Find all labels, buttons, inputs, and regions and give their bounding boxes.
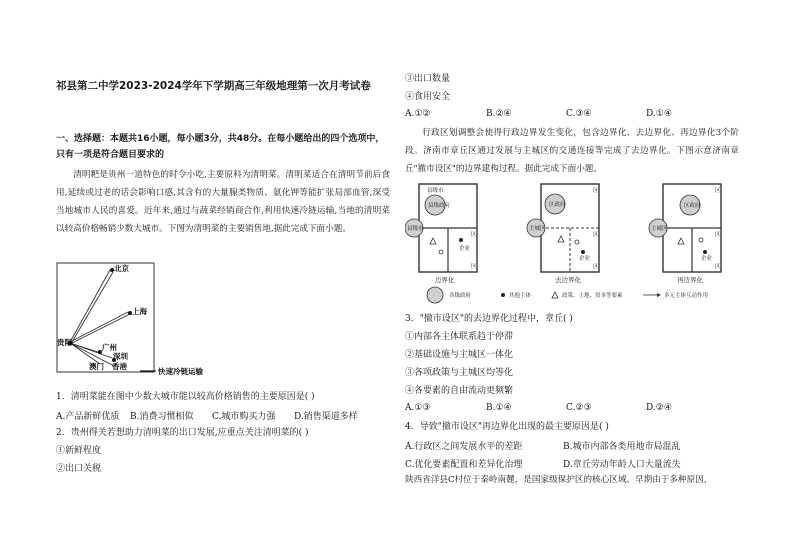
q4-stem: 4．导致"撤市设区"再边界化出现的最主要原因是( ) bbox=[405, 422, 609, 432]
q3-item-2: ②基础设施与主城区一体化 bbox=[405, 350, 514, 360]
panel2-top-label: 区 bbox=[593, 188, 599, 194]
panel2-zone2: 区 bbox=[593, 264, 599, 270]
q3-item-4: ④各要素的自由流动更频繁 bbox=[405, 386, 514, 396]
q1-option-b[interactable]: B.消费习惯相似 bbox=[130, 412, 194, 422]
q1-option-c[interactable]: C.城市购买力强 bbox=[212, 412, 276, 422]
page-title: 祁县第二中学2023-2024学年下学期高三年级地理第一次月考试卷 bbox=[56, 80, 371, 92]
panel3-gov-label: 区政府 bbox=[684, 203, 701, 209]
map-city-shenzhen: 深圳 bbox=[113, 352, 128, 361]
map-city-guangzhou: 广州 bbox=[102, 343, 117, 352]
q3-option-a[interactable]: A.①③ bbox=[405, 403, 431, 413]
q3-option-d[interactable]: D.②④ bbox=[646, 403, 672, 413]
legend-factors: 政策、土地、资本等要素 bbox=[562, 293, 623, 299]
legend-gov: 各级政府 bbox=[449, 293, 472, 299]
panel2-zone1: 区 bbox=[593, 232, 599, 238]
section-heading: 一、选择题：本题共16小题，每小题3分，共48分。在每小题给出的四个选项中，只有一项是符合题目要求的 bbox=[56, 134, 385, 160]
q4-option-d[interactable]: D.章丘劳动年龄人口大量流失 bbox=[563, 460, 681, 470]
legend-other: 其他主体 bbox=[509, 293, 532, 299]
q4-option-a[interactable]: A.行政区之间发展水平的差距 bbox=[405, 442, 523, 452]
legend-interaction: 多元主体互动作用 bbox=[664, 293, 709, 299]
q3-item-1: ①内部各主体联系趋于停滞 bbox=[405, 332, 514, 342]
q3-item-3: ③各项政策与主城区均等化 bbox=[405, 368, 514, 378]
panel1-top-label: 县级市 bbox=[427, 188, 444, 194]
panel3-zone1: 区 bbox=[715, 232, 721, 238]
panel3-center-label: 主城区 bbox=[651, 226, 668, 232]
panel2-enterprise-label: 企业 bbox=[579, 256, 591, 262]
q1-option-a[interactable]: A.产品新鲜优质 bbox=[56, 412, 120, 422]
q2-option-d[interactable]: D.①④ bbox=[646, 109, 672, 119]
passage-2: 行政区划调整会使得行政边界发生变化，包含边界化、去边界化、再边界化3个阶段。济南市章丘区通过发展与主城区的交通连接等完成了去边界化。下图示意济南章丘"撤市设区"的边界建构过程。据此完成下面小题。 bbox=[405, 128, 739, 174]
q1-option-d[interactable]: D.销售渠道多样 bbox=[294, 412, 358, 422]
q2-item-1: ①新鲜程度 bbox=[56, 446, 102, 456]
panel3-top-label: 区 bbox=[715, 188, 721, 194]
panel-debordering bbox=[527, 184, 599, 284]
map-city-hongkong: 香港 bbox=[112, 362, 127, 371]
panel1-enterprise-label: 企业 bbox=[459, 246, 471, 252]
panel2-center-label: 主城区 bbox=[529, 226, 546, 232]
panel1-gov-label: 县级政府 bbox=[428, 203, 451, 209]
map-city-macau: 澳门 bbox=[89, 362, 104, 371]
map-city-beijing: 北京 bbox=[114, 264, 129, 273]
map-city-guiyang: 贵阳 bbox=[57, 338, 72, 347]
panel1-zone1: 区 bbox=[471, 232, 477, 238]
q2-item-3: ③出口数量 bbox=[405, 74, 451, 84]
boundary-diagram bbox=[405, 180, 741, 304]
diagram-legend bbox=[427, 287, 708, 303]
panel1-center-label: 县级市 bbox=[407, 226, 424, 232]
map-city-shanghai: 上海 bbox=[132, 307, 147, 316]
q3-option-b[interactable]: B.①④ bbox=[486, 403, 512, 413]
panel3-caption: 再边界化 bbox=[677, 276, 703, 284]
q2-stem: 2．贵州得关若想助力清明菜的出口发展,应重点关注清明菜的( ) bbox=[56, 428, 309, 438]
q2-item-2: ②出口关税 bbox=[56, 464, 102, 474]
q2-item-4: ④食用安全 bbox=[405, 92, 451, 102]
panel2-gov-label: 区政府 bbox=[549, 202, 566, 208]
q4-option-b[interactable]: B.城市内部各类用地市局混乱 bbox=[563, 442, 681, 452]
passage-1: 清明粑是贵州一道特色的时令小吃,主要原料为清明菜。清明菜适合在清明节前后食用,延续或过老的话会影响口感,其含有的大量腺类物质、氨化钾等能扩张局部血管,深受当地城市人民的喜爱。近年来,通过与蔬菜经销商合作,利用快速冷链运输,当地的清明菜以较高价格畅销少数大城市。下图为清明菜的主要销售地,据此完成下面小题。 bbox=[56, 170, 390, 234]
map-legend: 快速冷链运输 bbox=[158, 367, 203, 376]
q2-option-a[interactable]: A.①② bbox=[405, 109, 431, 119]
passage-3: 陕西省洋县C村位于秦岭南麓，是国家级保护区的核心区域。早期由于多种原因， bbox=[405, 475, 713, 485]
q2-option-b[interactable]: B.②④ bbox=[486, 109, 512, 119]
panel2-caption: 去边界化 bbox=[555, 276, 581, 284]
q2-option-c[interactable]: C.③④ bbox=[566, 109, 592, 119]
panel3-enterprise-label: 企业 bbox=[701, 256, 713, 262]
panel1-zone2: 区 bbox=[471, 264, 477, 270]
panel1-caption: 边界化 bbox=[435, 276, 455, 284]
q3-stem: 3．"撤市设区"的去边界化过程中，章丘( ) bbox=[405, 314, 573, 324]
sales-map-figure bbox=[56, 260, 216, 378]
panel3-zone2: 区 bbox=[715, 264, 721, 270]
q3-option-c[interactable]: C.②③ bbox=[566, 403, 592, 413]
q1-stem: 1．清明菜能在图中少数大城市能以较高价格销售的主要原因是( ) bbox=[56, 392, 315, 402]
panel-bordering bbox=[405, 184, 477, 284]
q4-option-c[interactable]: C.优化要素配置和差异化治理 bbox=[405, 460, 523, 470]
panel-rebordering bbox=[649, 184, 721, 284]
